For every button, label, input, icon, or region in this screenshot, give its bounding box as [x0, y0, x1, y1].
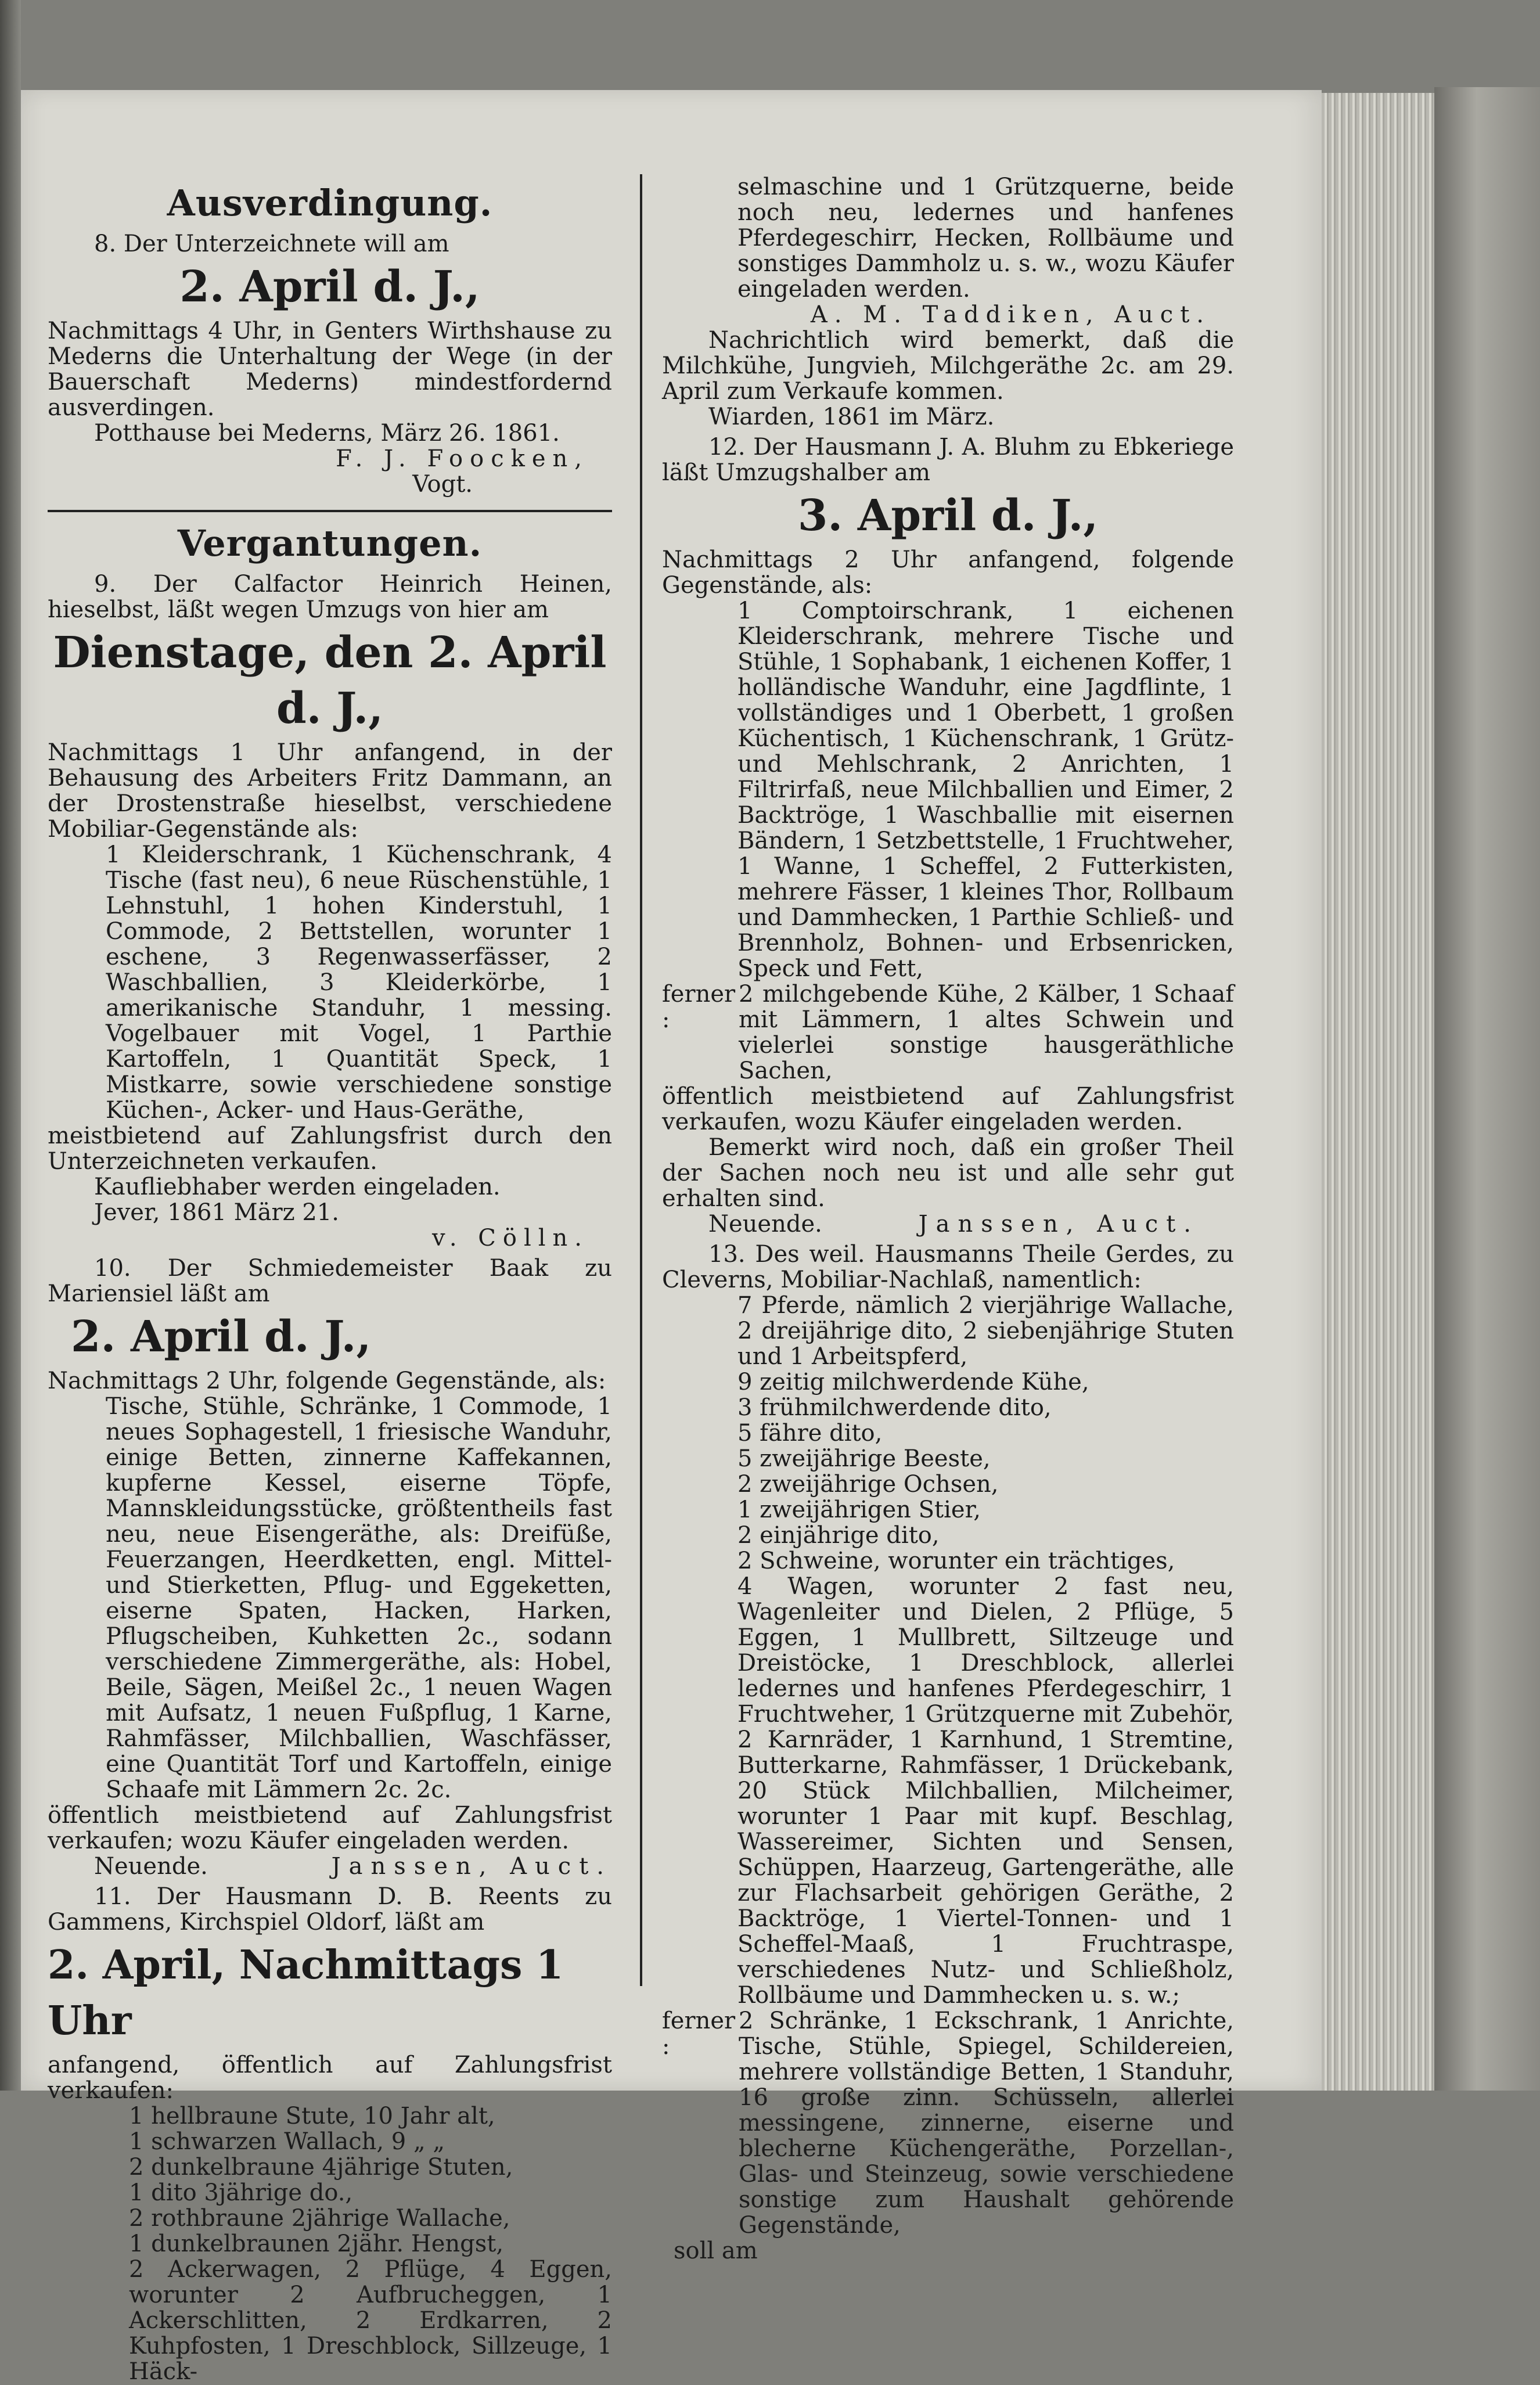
notice-11-intro: 11. Der Hausmann D. B. Reents zu Gammens, Kirchspiel Oldorf, läßt am [48, 1883, 612, 1936]
notice-9-place: Jever, 1861 März 21. [94, 1199, 339, 1226]
right-column [662, 174, 1234, 2264]
book-cover-edge [1434, 87, 1540, 2091]
notice-10-date: 2. April d. J., [71, 1312, 372, 1362]
notice-9-date: Dienstage, den 2. April d. J., [53, 628, 607, 733]
list-item: 1 dunkelbraunen 2jähr. Hengst, [129, 2231, 504, 2257]
ferner-text: 2 milchgebende Kühe, 2 Kälber, 1 Schaaf mit Lämmern, 1 altes Schwein und vielerlei sonstige hausgeräthliche Sachen, [739, 981, 1234, 1084]
notice-9-invite: Kaufliebhaber werden eingeladen. [94, 1174, 501, 1200]
notice-11-note: Nachrichtlich wird bemerkt, daß die Milchkühe, Jungvieh, Milchgeräthe 2c. am 29. April zum Verkaufe kommen. [662, 327, 1234, 405]
left-column [48, 174, 612, 2384]
notice-12-ferner [662, 981, 1234, 1084]
list-item: 2 dunkelbraune 4jährige Stuten, [129, 2154, 513, 2181]
notice-13-items [737, 1293, 1234, 2008]
notice-10-footer [48, 1854, 612, 1879]
notice-8-body: Nachmittags 4 Uhr, in Genters Wirthshause zu Mederns die Unterhaltung der Wege (in der Bauerschaft Mederns) mindestfordernd ausverdingen. [48, 318, 612, 421]
notice-11-signature: A. M. Taddiken, Auct. [810, 301, 1211, 328]
notice-9-list: 1 Kleiderschrank, 1 Küchenschrank, 4 Tische (fast neu), 6 neue Rüschenstühle, 1 Lehnstuhl, 1 hohen Kinderstuhl, 1 Commode, 2 Bettstellen, worunter 1 eschene, 3 Regenwasserfässer, 2 Waschballien, 3 Kleiderkörbe, 1 amerikanische Standuhr, 1 messing. Vogelbauer mit Vogel, 1 Parthie Kartoffeln, 1 Quantität Speck, 1 Mistkarre, sowie verschiedene sonstige Küchen-, Acker- und Haus-Geräthe, [106, 841, 612, 1124]
notice-10-body: Nachmittags 2 Uhr, folgende Gegenstände, als: [48, 1368, 606, 1394]
ferner-label: ferner : [662, 2008, 736, 2060]
notice-13-ferner [662, 2008, 1234, 2238]
list-item: 1 hellbraune Stute, 10 Jahr alt, [129, 2103, 495, 2129]
notice-12-date: 3. April d. J., [797, 491, 1099, 541]
notice-8-intro: 8. Der Unterzeichnete will am [94, 231, 449, 257]
notice-9-signature: v. Cölln. [431, 1225, 589, 1251]
list-item: 4 Wagen, worunter 2 fast neu, Wagenleiter und Dielen, 2 Pflüge, 5 Eggen, 1 Mullbrett, Siltzeuge und Dreistöcke, 1 Dreschblock, allerlei ledernes und hanfenes Pferdegeschirr, 1 Fruchtweher, 1 Grützquerne mit Zubehör, 2 Karnräder, 1 Karnhund, 1 Stremtine, Butterkarne, Rahmfässer, 1 Drückebank, 20 Stück Milchballien, Milcheimer, worunter 1 Paar mit kupf. Beschlag, Wassereimer, Sichten und Sensen, Schüppen, Haarzeug, Gartengeräthe, alle zur Flachsarbeit gehörigen Geräthe, 2 Backtröge, 1 Viertel-Tonnen- und 1 Scheffel-Maaß, 1 Fruchtraspe, verschiedenes Nutz- und Schließholz, Rollbäume und Dammhecken u. s. w.; [737, 1573, 1234, 2009]
list-item: 5 fähre dito, [737, 1420, 883, 1447]
notice-13-intro: 13. Des weil. Hausmanns Theile Gerdes, zu Cleverns, Mobiliar-Nachlaß, namentlich: [662, 1241, 1234, 1293]
notice-10-place: Neuende. [94, 1853, 208, 1880]
notice-12-list: 1 Comptoirschrank, 1 eichenen Kleiderschrank, mehrere Tische und Stühle, 1 Sophabank, 1 eichenen Koffer, 1 holländische Wanduhr, eine Jagdflinte, 1 vollständiges und 1 Oberbett, 1 großen Küchentisch, 1 Küchenschrank, 1 Grütz- und Mehlschrank, 2 Anrichten, 1 Filtrirfaß, neue Milchballien und Eimer, 2 Backtröge, 1 Waschballie mit eisernen Bändern, 1 Setzbettstelle, 1 Fruchtweher, 1 Wanne, 1 Scheffel, 2 Futterkisten, mehrere Fässer, 1 kleines Thor, Rollbaum und Dammhecken, 1 Parthie Schließ- und Brennholz, Bohnen- und Erbsenricken, Speck und Fett, [737, 598, 1234, 982]
notice-8-title: Vogt. [412, 471, 473, 498]
list-item: 1 zweijährigen Stier, [737, 1497, 981, 1523]
list-item: 1 schwarzen Wallach, 9 „ „ [129, 2128, 445, 2155]
list-item: 1 dito 3jährige do., [129, 2179, 353, 2206]
notice-12-place: Neuende. [708, 1211, 822, 1238]
notice-12-note: Bemerkt wird noch, daß ein großer Theil der Sachen noch neu ist und alle sehr gut erhalten sind. [662, 1134, 1234, 1212]
section-divider [48, 510, 612, 512]
ferner-label: ferner : [662, 981, 736, 1033]
notice-13-tail: soll am [674, 2237, 758, 2264]
notice-10-intro: 10. Der Schmiedemeister Baak zu Mariensiel läßt am [48, 1255, 612, 1307]
ferner-text: 2 Schränke, 1 Eckschrank, 1 Anrichte, Tische, Stühle, Spiegel, Schildereien, mehrere vollständige Betten, 1 Standuhr, 16 große zinn. Schüsseln, allerlei messingene, zinnerne, eiserne und blecherne Küchengeräthe, Porzellan-, Glas- und Steinzeug, sowie verschiedene sonstige zum Haushalt gehörende Gegenstände, [739, 2008, 1234, 2239]
notice-9-intro: 9. Der Calfactor Heinrich Heinen, hieselbst, läßt wegen Umzugs von hier am [48, 571, 612, 623]
notice-11-date: 2. April, Nachmittags 1 Uhr [48, 1942, 564, 2044]
list-item: 2 Ackerwagen, 2 Pflüge, 4 Eggen, worunter 2 Aufbrucheggen, 1 Ackerschlitten, 2 Erdkarren, 2 Kuhpfosten, 1 Dreschblock, Sillzeuge, 1 Häck- [129, 2256, 612, 2385]
notice-12-body: Nachmittags 2 Uhr anfangend, folgende Gegenstände, als: [662, 546, 1234, 599]
list-item: 2 Schweine, worunter ein trächtiges, [737, 1548, 1175, 1574]
notice-12-signature: Janssen, Auct. [918, 1211, 1199, 1238]
list-item: 2 rothbraune 2jährige Wallache, [129, 2205, 510, 2232]
notice-10-tail: öffentlich meistbietend auf Zahlungsfrist verkaufen; wozu Käufer eingeladen werden. [48, 1802, 612, 1854]
notice-8-date: 2. April d. J., [179, 262, 480, 312]
notice-12-footer [662, 1211, 1234, 1237]
column-divider [640, 174, 642, 1986]
notice-11-place: Wiarden, 1861 im März. [708, 404, 995, 430]
notice-12-intro: 12. Der Hausmann J. A. Bluhm zu Ebkeriege läßt Umzugshalber am [662, 434, 1234, 486]
list-item: 5 zweijährige Beeste, [737, 1445, 991, 1472]
notice-9-body: Nachmittags 1 Uhr anfangend, in der Behausung des Arbeiters Fritz Dammann, an der Drostenstraße hieselbst, verschiedene Mobiliar-Gegenstände als: [48, 739, 612, 843]
notice-10-signature: Janssen, Auct. [331, 1853, 612, 1880]
notice-9-tail: meistbietend auf Zahlungsfrist durch den Unterzeichneten verkaufen. [48, 1123, 612, 1175]
scan-left-edge [0, 0, 21, 2091]
list-item: 7 Pferde, nämlich 2 vierjährige Wallache, 2 dreijährige dito, 2 siebenjährige Stuten und 1 Arbeitspferd, [737, 1292, 1234, 1370]
notice-8-signature: F. J. Foocken, [336, 445, 589, 472]
notice-10-list: Tische, Stühle, Schränke, 1 Commode, 1 neues Sophagestell, 1 friesische Wanduhr, einige Betten, zinnerne Kaffekannen, kupferne Kessel, eiserne Töpfe, Mannskleidungsstücke, größtentheils fast neu, neue Eisengeräthe, als: Dreifüße, Feuerzangen, Heerdketten, engl. Mittel- und Stierketten, Pflug- und Eggeketten, eiserne Spaten, Hacken, Harken, Pflugscheiben, Kuhketten 2c., sodann verschiedene Zimmergeräthe, als: Hobel, Beile, Sägen, Meißel 2c., 1 neuen Wagen mit Aufsatz, 1 neuen Fußpflug, 1 Karne, Rahmfässer, Milchballien, Waschfässer, eine Quantität Torf und Kartoffeln, einige Schaafe mit Lämmern 2c. 2c. [106, 1393, 612, 1803]
section-heading-vergantungen: Vergantungen. [177, 522, 483, 564]
notice-11-items [129, 2103, 612, 2384]
section-heading-ausverdingung: Ausverdingung. [167, 182, 493, 224]
notice-11-body: anfangend, öffentlich auf Zahlungsfrist verkaufen: [48, 2052, 612, 2104]
list-item: 3 frühmilchwerdende dito, [737, 1394, 1052, 1421]
notice-11-continued: selmaschine und 1 Grützquerne, beide noch neu, ledernes und hanfenes Pferdegeschirr, Hecken, Rollbäume und sonstiges Dammholz u. s. w., wozu Käufer eingeladen werden. [737, 174, 1234, 303]
notice-8-place: Potthause bei Mederns, März 26. 1861. [94, 420, 560, 447]
list-item: 9 zeitig milchwerdende Kühe, [737, 1369, 1089, 1395]
list-item: 2 einjährige dito, [737, 1522, 940, 1549]
list-item: 2 zweijährige Ochsen, [737, 1471, 999, 1498]
notice-12-tail: öffentlich meistbietend auf Zahlungsfrist verkaufen, wozu Käufer eingeladen werden. [662, 1083, 1234, 1135]
